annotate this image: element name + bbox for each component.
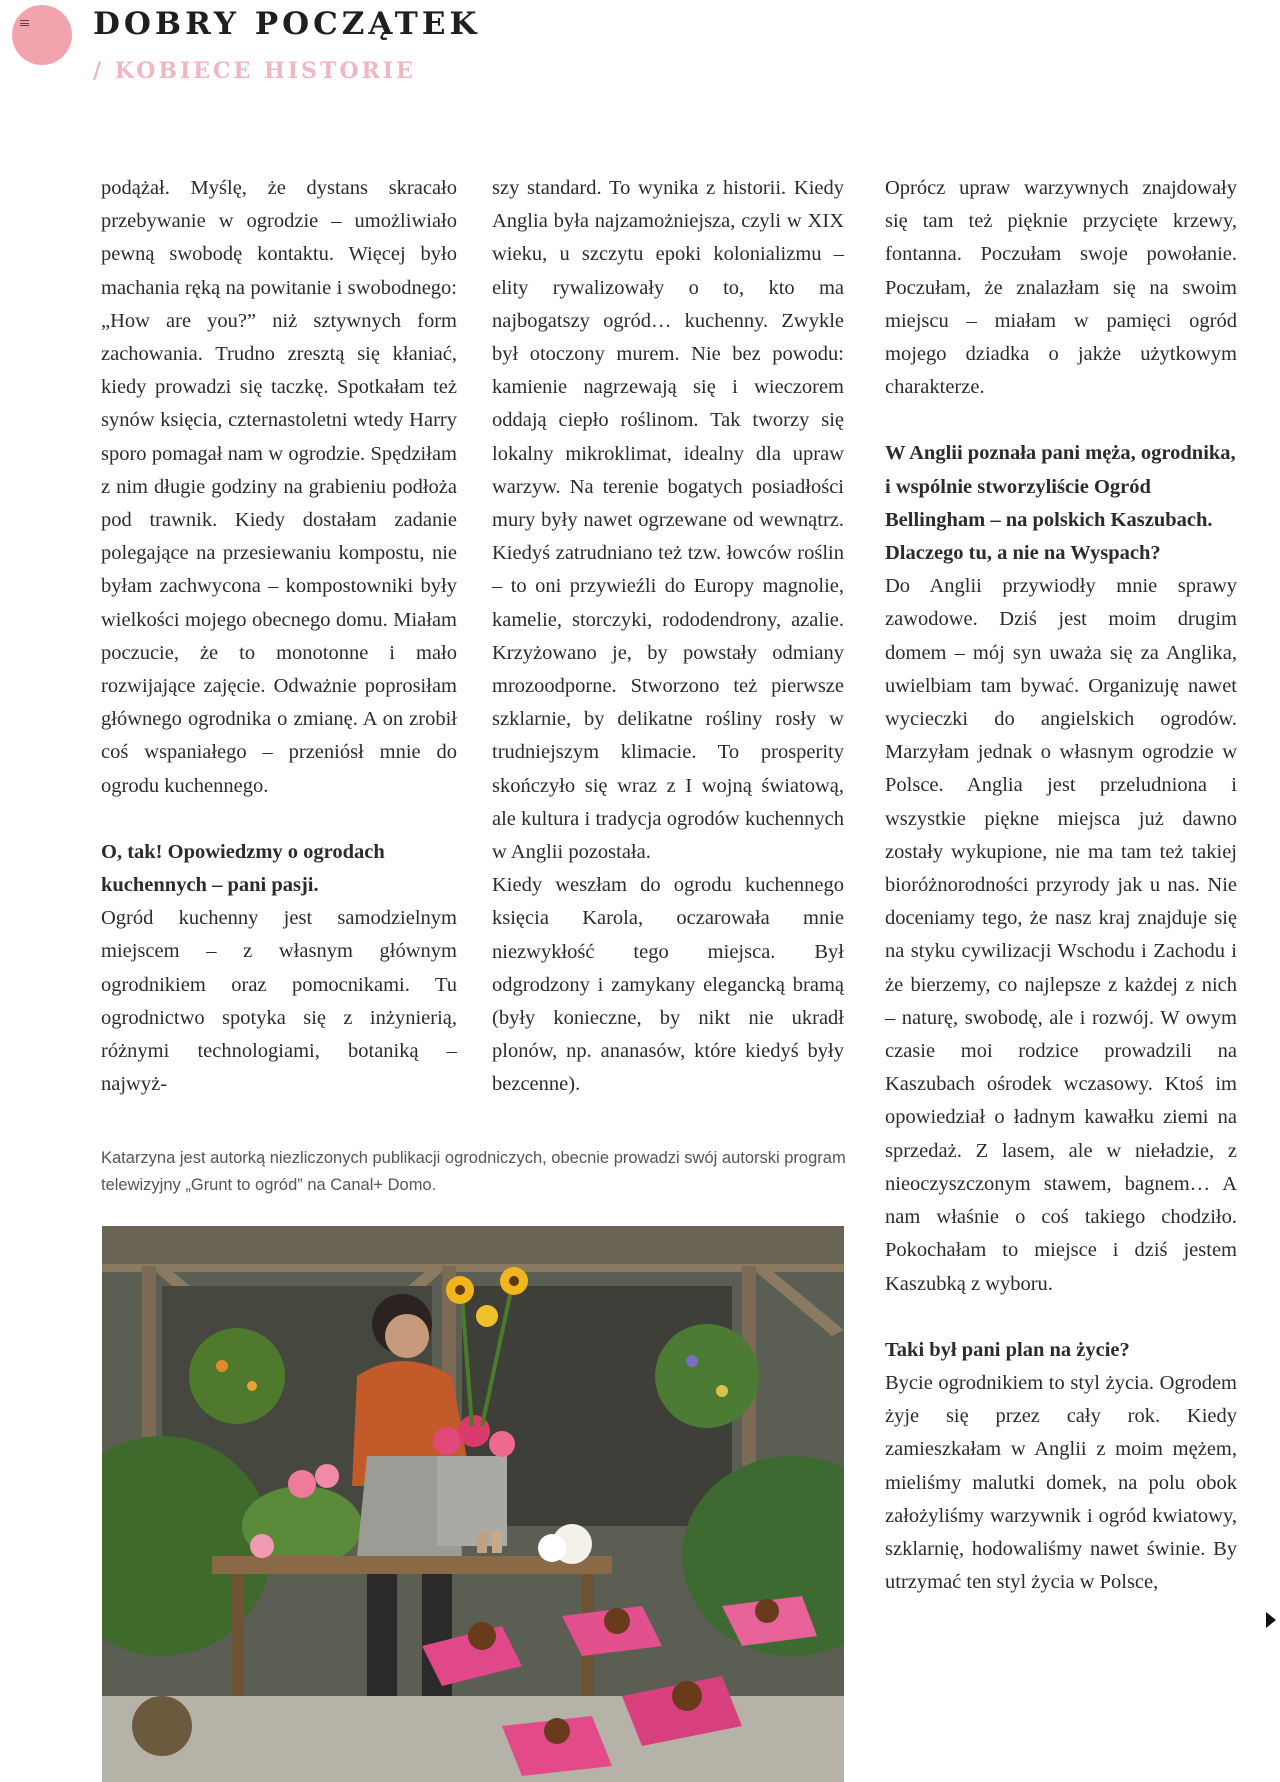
garden-photo (102, 1226, 844, 1782)
paragraph: Do Anglii przywiodły mnie sprawy zawodowe. Dziś jest moim drugim domem – mój syn uważa się za Anglika, uwielbiam tam bywać. Organizuję nawet wycieczki do angielskich ogrodów. Marzyłam jednak o własnym ogrodzie w Polsce. Anglia jest przeludniona i wszystkie piękne miejsca już dawno zostały wykupione, nie ma tam też takiej bioróżnorodności przyrody jak u nas. Nie doceniamy tego, że nasz kraj znajduje się na styku cywilizacji Wschodu i Zachodu i że bierzemy, co najlepsze z każdej z nich – naturę, swobodę, ale i rozwój. W owym czasie moi rodzice prowadzili na Kaszubach ośrodek wczasowy. Ktoś im opowiedział o ładnym kawałku ziemi na sprzedaż. Z lasem, ale w nieładzie, z nieoczyszczonym stawem, bagnem… A nam właśnie o coś takiego chodziło. Pokochałam to miejsce i dziś jestem Kaszubką z wyboru. (885, 575, 1237, 1295)
paragraph: szy standard. To wynika z historii. Kiedy Anglia była najzamożniejsza, czyli w XIX wieku, u szczytu epoki kolonializmu – elity rywalizowały o to, kto ma najbogatszy ogród… kuchenny. Zwykle był otoczony murem. Nie bez powodu: kamienie nagrzewają się i wieczorem oddają ciepło roślinom. Tak tworzy się lokalny mikroklimat, idealny dla upraw warzyw. Na terenie bogatych posiadłości mury były nawet ogrzewane od wewnątrz. Kiedyś zatrudniano też tzw. łowców roślin – to oni przywieźli do Europy magnolie, kamelie, storczyki, rododendrony, azalie. Krzyżowano je, by powstały odmiany mrozoodporne. Stworzono też pierwsze szklarnie, by delikatne rośliny rosły w trudniejszym klimacie. To prosperity skończyło się wraz z I wojną światową, ale kultura i tradycja ogrodów kuchennych w Anglii pozostała. (492, 177, 844, 864)
text-column-2 (492, 172, 844, 1102)
paragraph: Oprócz upraw warzywnych znajdowały się tam też pięknie przycięte krzewy, fontanna. Poczułam swoje powołanie. Poczułam, że znalazłam się na swoim miejscu – miałam w pamięci ogród mojego dziadka o jakże użytkowym charakterze. (885, 177, 1237, 399)
menu-icon[interactable] (20, 20, 29, 26)
section-marker-circle (12, 5, 72, 65)
next-page-arrow-icon[interactable] (1266, 1612, 1276, 1628)
garden-photo-illustration (102, 1226, 844, 1782)
paragraph: podążał. Myślę, że dystans skracało przebywanie w ogrodzie – umożliwiało pewną swobodę kontaktu. Więcej było machania ręką na powitanie i swobodnego: „How are you?” niż sztywnych form zachowania. Trudno zresztą się kłaniać, kiedy prowadzi się taczkę. Spotkałam też synów księcia, czternastoletni wtedy Harry sporo pomagał nam w ogrodzie. Spędziłam z nim długie godziny na grabieniu podłoża pod trawnik. Kiedy dostałam zadanie polegające na przesiewaniu kompostu, nie byłam zachwycona – kompostowniki były wielkości mojego obecnego domu. Miałam poczucie, że to monotonne i mało rozwijające zajęcie. Odważnie poprosiłam głównego ogrodnika o zmianę. A on zrobił coś wspaniałego – przeniósł mnie do ogrodu kuchennego. (101, 177, 457, 797)
section-subtitle: / KOBIECE HISTORIE (93, 58, 416, 84)
text-column-3 (885, 172, 1237, 1599)
paragraph: Bycie ogrodnikiem to styl życia. Ogrodem żyje się przez cały rok. Kiedy zamieszkałam w Anglii z moim mężem, mieliśmy malutki domek, na polu obok założyliśmy warzywnik i ogród kwiatowy, szklarnię, hodowaliśmy nawet świnie. By utrzymać ten styl życia w Polsce, (885, 1371, 1237, 1594)
interview-question: Taki był pani plan na życie? (885, 1338, 1130, 1361)
interview-question: W Anglii poznała pani męża, ogrodnika, i wspólnie stworzyliście Ogród Bellingham – na polskich Kaszubach. Dlaczego tu, a nie na Wyspach? (885, 442, 1236, 565)
paragraph: Kiedy weszłam do ogrodu kuchennego księcia Karola, oczarowała mnie niezwykłość tego miejsca. Był odgrodzony i zamykany elegancką bramą (były konieczne, by nikt nie ukradł plonów, np. ananasów, które kiedyś były bezcenne). (492, 874, 844, 1096)
interview-question: O, tak! Opowiedzmy o ogrodach kuchennych – pani pasji. (101, 840, 385, 897)
section-title: DOBRY POCZĄTEK (93, 6, 481, 42)
photo-caption: Katarzyna jest autorką niezliczonych publikacji ogrodniczych, obecnie prowadzi swój autorski program telewizyjny „Grunt to ogród” na Canal+ Domo. (101, 1149, 846, 1194)
paragraph: Ogród kuchenny jest samodzielnym miejscem – z własnym głównym ogrodnikiem oraz pomocnikami. Tu ogrodnictwo spotyka się z inżynierią, różnymi technologiami, botaniką – najwyż- (101, 907, 457, 1096)
text-column-1 (101, 172, 457, 1101)
